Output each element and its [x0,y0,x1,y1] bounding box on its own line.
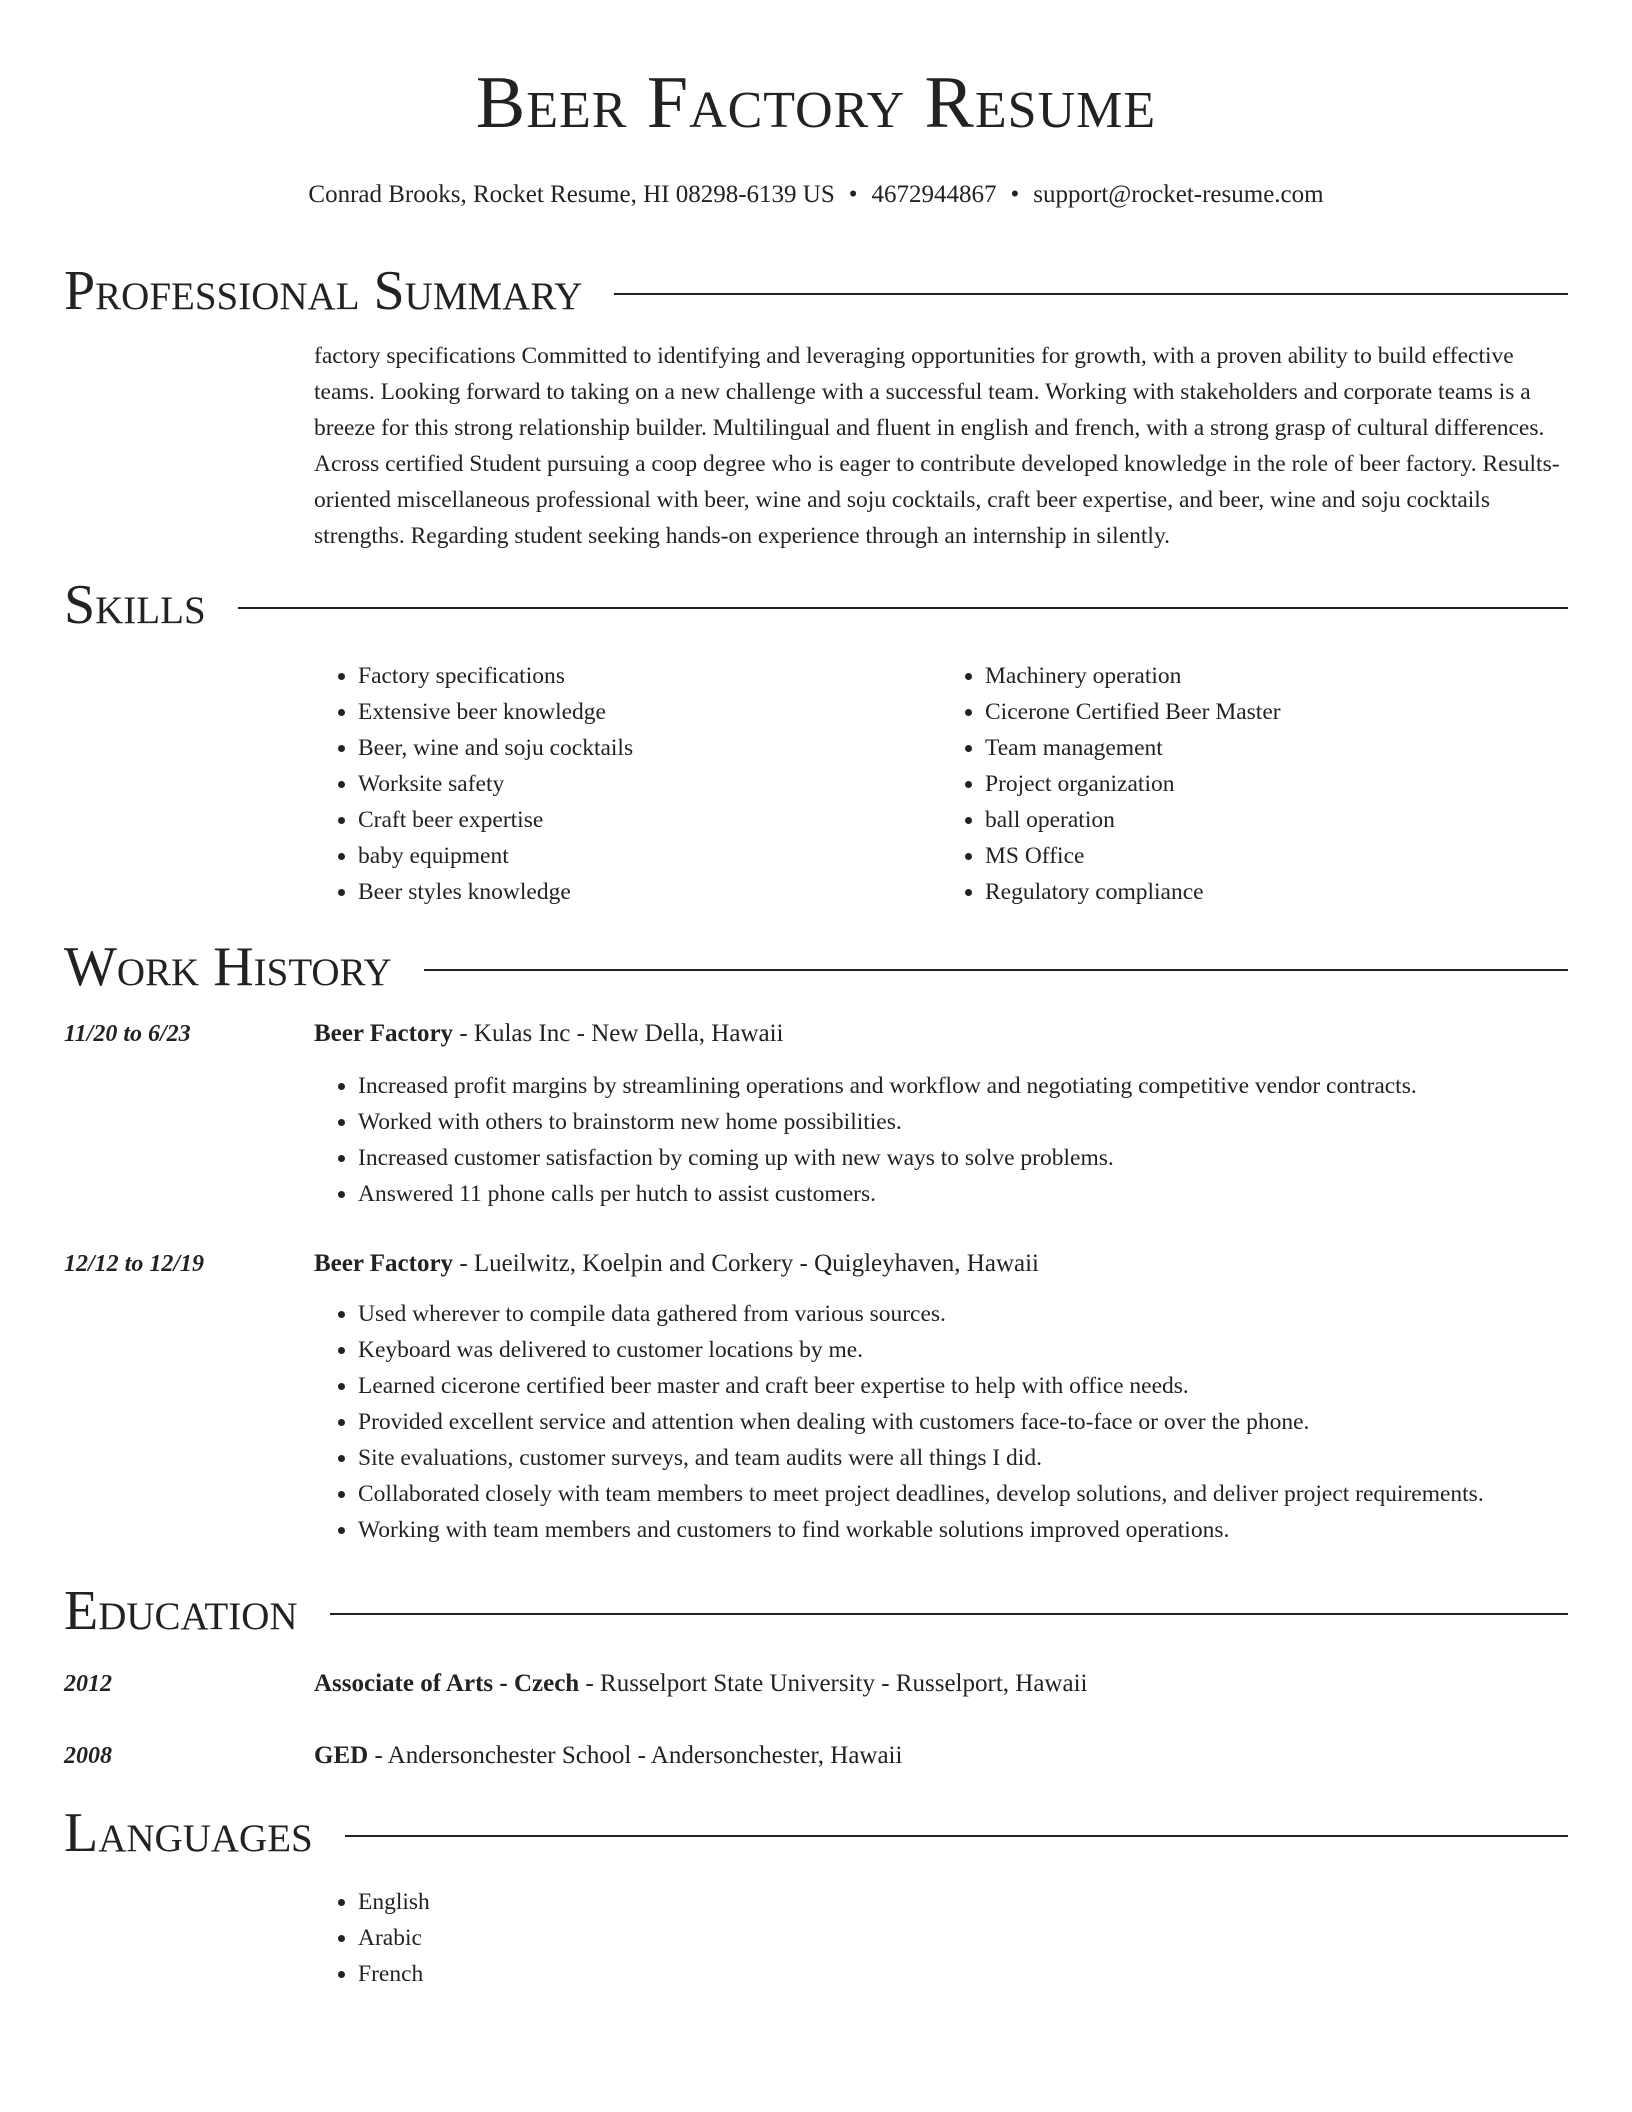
job-entry [64,1246,1568,1282]
skill-item: • Project organization [985,766,1568,802]
contact-phone: 4672944867 [871,181,997,208]
education-entry [64,1666,1568,1702]
job-bullet: • Worked with others to brainstorm new home possibilities. [358,1104,1568,1140]
job-title-line [314,1016,784,1052]
language-item: • French [358,1956,1568,1992]
section-heading-skills: Skills [64,574,206,636]
education-details: - Russelport State University - Russelport, Hawaii [579,1670,1088,1697]
job-bullet: • Collaborated closely with team members to meet project deadlines, develop solutions, and deliver project requirements. [358,1476,1568,1512]
job-bullet: • Provided excellent service and attention when dealing with customers face-to-face or over the phone. [358,1404,1568,1440]
section-divider [424,969,1568,971]
job-details: - Lueilwitz, Koelpin and Corkery - Quigleyhaven, Hawaii [453,1250,1039,1277]
skill-item: • MS Office [985,838,1568,874]
contact-line [64,178,1568,212]
skill-item: • Beer styles knowledge [358,874,941,910]
job-details: - Kulas Inc - New Della, Hawaii [453,1020,784,1047]
job-bullets-container [314,1296,1568,1548]
education-year: 2008 [64,1743,112,1769]
job-bullet: • Increased customer satisfaction by coming up with new ways to solve problems. [358,1140,1568,1176]
skills-section-header [64,570,1568,640]
skills-column-left [314,658,941,910]
job-title: Beer Factory [314,1020,454,1047]
skill-item: • baby equipment [358,838,941,874]
job-bullet: • Answered 11 phone calls per hutch to assist customers. [358,1176,1568,1212]
education-year: 2012 [64,1671,112,1697]
skills-column-right [941,658,1568,910]
language-item: • Arabic [358,1920,1568,1956]
section-divider [330,1613,1568,1615]
skill-item: • ball operation [985,802,1568,838]
skill-item: • Team management [985,730,1568,766]
languages-list [314,1884,1568,1992]
job-title: Beer Factory [314,1250,454,1277]
job-bullets [314,1068,1568,1212]
job-dates: 12/12 to 12/19 [64,1251,205,1277]
section-heading-summary: Professional Summary [64,260,583,322]
contact-email: support@rocket-resume.com [1033,181,1324,208]
job-bullet: • Keyboard was delivered to customer locations by me. [358,1332,1568,1368]
job-bullet: • Learned cicerone certified beer master and craft beer expertise to help with office needs. [358,1368,1568,1404]
resume-title: Beer Factory Resume [475,62,1157,144]
job-bullet: • Working with team members and customers to find workable solutions improved operations. [358,1512,1568,1548]
skills-list [314,658,1568,910]
job-bullet: • Increased profit margins by streamlining operations and workflow and negotiating competitive vendor contracts. [358,1068,1568,1104]
education-line [314,1738,902,1774]
contact-separator: • [1010,181,1020,208]
contact-address: Conrad Brooks, Rocket Resume, HI 08298-6139 US [308,181,835,208]
education-degree: GED [314,1742,369,1769]
job-bullets-container [314,1068,1568,1212]
languages-list-container [314,1884,1568,1992]
skill-item: • Machinery operation [985,658,1568,694]
summary-text: factory specifications Committed to identifying and leveraging opportunities for growth, with a proven ability to build effective teams. Looking forward to taking on a new challenge with a successful team. Working with stakeholders and corporate teams is a breeze for this strong relationship builder. Multilingual and fluent in english and french, with a strong grasp of cultural differences. Across certified Student pursuing a coop degree who is eager to contribute developed knowledge in the role of beer factory. Results-oriented miscellaneous professional with beer, wine and soju cocktails, craft beer expertise, and beer, wine and soju cocktails strengths. Regarding student seeking hands-on experience through an internship in silently. [314,343,1560,549]
skill-item: • Extensive beer knowledge [358,694,941,730]
work-section-header [64,932,1568,1002]
job-entry [64,1016,1568,1052]
language-item: • English [358,1884,1568,1920]
section-divider [238,607,1568,609]
job-bullet: • Site evaluations, customer surveys, and team audits were all things I did. [358,1440,1568,1476]
skill-item: • Craft beer expertise [358,802,941,838]
education-details: - Andersonchester School - Andersonchester, Hawaii [368,1742,903,1769]
skill-item: • Beer, wine and soju cocktails [358,730,941,766]
skill-item: • Worksite safety [358,766,941,802]
skill-item: • Cicerone Certified Beer Master [985,694,1568,730]
skill-item: • Regulatory compliance [985,874,1568,910]
languages-section-header [64,1798,1568,1868]
summary-section-header [64,256,1568,326]
section-divider [614,293,1568,295]
skill-item: • Factory specifications [358,658,941,694]
education-line [314,1666,1087,1702]
job-dates: 11/20 to 6/23 [64,1021,191,1047]
section-divider [345,1835,1568,1837]
job-bullets [314,1296,1568,1548]
section-heading-work: Work History [64,936,392,998]
job-title-line [314,1246,1039,1282]
education-entry [64,1738,1568,1774]
education-degree: Associate of Arts - Czech [314,1670,580,1697]
contact-separator: • [848,181,858,208]
job-bullet: • Used wherever to compile data gathered from various sources. [358,1296,1568,1332]
section-heading-education: Education [64,1580,298,1642]
section-heading-languages: Languages [64,1802,313,1864]
education-section-header [64,1576,1568,1646]
